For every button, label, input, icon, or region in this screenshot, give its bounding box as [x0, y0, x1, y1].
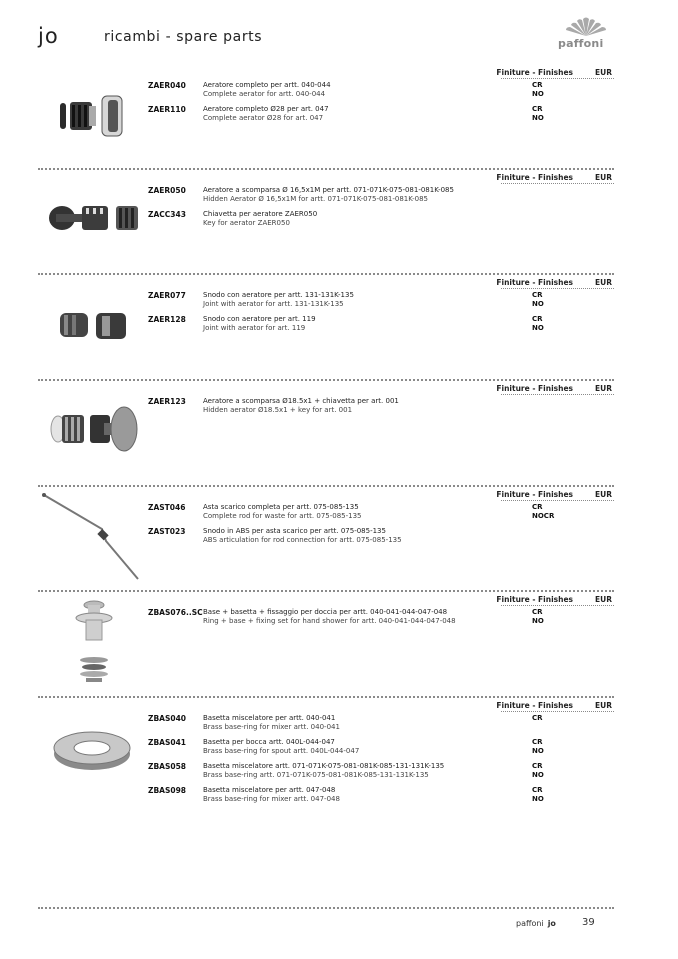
part-finishes: [532, 315, 544, 332]
part-code: ZBAS041: [148, 738, 187, 747]
part-desc-it: Asta scarico completa per artt. 075-085-135: [203, 503, 359, 511]
finish-code: NO: [532, 323, 544, 332]
part-code: ZAER128: [148, 315, 186, 324]
part-desc-en: Brass base-ring for mixer artt. 040-041: [203, 723, 340, 731]
part-code: ZBAS040: [148, 714, 187, 723]
eur-header: EUR: [595, 701, 612, 710]
page-number: 39: [582, 917, 595, 928]
part-desc-it: Aeratore completo Ø28 per art. 047: [203, 105, 329, 113]
part-code: ZAST046: [148, 503, 186, 512]
finish-code: NO: [532, 299, 544, 308]
finish-code: CR: [532, 714, 543, 722]
page-subtitle: ricambi - spare parts: [104, 29, 263, 45]
eur-header: EUR: [595, 595, 612, 604]
part-finishes: [532, 291, 544, 308]
finishes-header: Finiture - Finishes: [496, 173, 573, 182]
brand-title: jo: [38, 24, 59, 48]
part-code: ZBAS098: [148, 786, 187, 795]
part-desc-en: Brass base-ring artt. 071-071K-075-081-081K-085-131-131K-135: [203, 771, 429, 779]
finish-code: CR: [532, 291, 543, 299]
aerator-key-image: [48, 403, 140, 455]
part-desc-it: Basetta miscelatore per artt. 047-048: [203, 786, 336, 794]
finishes-header: Finiture - Finishes: [496, 595, 573, 604]
finish-code: NO: [532, 746, 544, 755]
part-desc-en: ABS articulation for rod connection for artt. 075-085-135: [203, 536, 402, 544]
part-finishes: [532, 105, 544, 122]
part-finishes: [532, 81, 544, 98]
part-code: ZAST023: [148, 527, 186, 536]
part-desc-en: Complete aerator Ø28 for art. 047: [203, 114, 324, 122]
part-code: ZAER123: [148, 397, 186, 406]
part-desc-en: Complete aerator for artt. 040-044: [203, 90, 326, 98]
finish-code: CR: [532, 786, 543, 794]
part-desc-en: Hidden aerator Ø18.5x1 + key for art. 001: [203, 406, 353, 414]
column-headers: [496, 173, 612, 182]
part-finishes: [532, 608, 544, 625]
part-finishes: [532, 738, 544, 755]
aerator-parts-image: [56, 94, 128, 138]
finish-code: NO: [532, 770, 544, 779]
part-code: ZBAS058: [148, 762, 187, 771]
part-desc-it: Chiavetta per aeratore ZAER050: [203, 210, 318, 218]
section-aerators: [38, 64, 614, 164]
logo-text: paffoni: [558, 37, 604, 50]
column-headers: [496, 595, 612, 604]
eur-header: EUR: [595, 278, 612, 287]
section-shower-base: [38, 590, 614, 690]
part-finishes: [532, 786, 544, 803]
finish-code: CR: [532, 503, 543, 511]
section-hidden-aerator: [38, 168, 614, 268]
finish-code: NOCR: [532, 511, 555, 520]
part-desc-it: Aeratore a scomparsa Ø18.5x1 + chiavetta per art. 001: [203, 397, 399, 405]
finish-code: CR: [532, 762, 543, 770]
part-desc-en: Joint with aerator for art. 119: [203, 324, 306, 332]
part-desc-it: Basetta per bocca artt. 040L-044-047: [203, 738, 335, 746]
eur-header: EUR: [595, 68, 612, 77]
eur-header: EUR: [595, 173, 612, 182]
part-finishes: [532, 503, 554, 520]
part-desc-en: Hidden Aerator Ø 16,5x1M for artt. 071-071K-075-081-081K-085: [203, 195, 428, 203]
part-code: ZBAS076..SC: [148, 608, 203, 617]
footer-brand-name: paffoni: [516, 919, 544, 928]
finish-code: CR: [532, 81, 543, 89]
eur-header: EUR: [595, 490, 612, 499]
part-desc-en: Brass base-ring for mixer artt. 047-048: [203, 795, 340, 803]
part-desc-it: Snodo con aeratore per art. 119: [203, 315, 316, 323]
part-desc-en: Complete rod for waste for artt. 075-085-135: [203, 512, 362, 520]
part-finishes: [532, 762, 544, 779]
section-base-rings: [38, 696, 614, 826]
part-desc-it: Base + basetta + fissaggio per doccia per artt. 040-041-044-047-048: [203, 608, 448, 616]
finish-code: NO: [532, 113, 544, 122]
part-desc-en: Brass base-ring for spout artt. 040L-044-047: [203, 747, 360, 755]
part-desc-it: Aeratore completo per artt. 040-044: [203, 81, 331, 89]
waste-rod-image: [42, 489, 142, 583]
part-desc-it: Basetta miscelatore artt. 071-071K-075-081-081K-085-131-131K-135: [203, 762, 445, 770]
section-waste-rod: [38, 485, 614, 585]
base-ring-image: [52, 728, 132, 772]
finish-code: NO: [532, 616, 544, 625]
footer-series: jo: [547, 919, 556, 928]
eur-header: EUR: [595, 384, 612, 393]
part-finishes: [532, 714, 543, 723]
part-desc-it: Basetta miscelatore per artt. 040-041: [203, 714, 336, 722]
finish-code: NO: [532, 89, 544, 98]
part-code: ZAER040: [148, 81, 186, 90]
finish-code: NO: [532, 794, 544, 803]
finishes-header: Finiture - Finishes: [496, 490, 573, 499]
column-headers: [496, 701, 612, 710]
part-desc-it: Aeratore a scomparsa Ø 16,5x1M per artt. 071-071K-075-081-081K-085: [203, 186, 454, 194]
footer-separator: [38, 907, 614, 909]
finish-code: CR: [532, 608, 543, 616]
finishes-header: Finiture - Finishes: [496, 278, 573, 287]
footer-brand: [516, 919, 556, 928]
finish-code: CR: [532, 738, 543, 746]
part-code: ZAER077: [148, 291, 186, 300]
finish-code: CR: [532, 105, 543, 113]
part-desc-en: Ring + base + fixing set for hand shower for artt. 040-041-044-047-048: [203, 617, 456, 625]
column-headers: [496, 490, 612, 499]
hidden-aerator-image: [46, 198, 142, 238]
section-hidden-aerator-key: [38, 379, 614, 479]
shower-base-image: [74, 600, 114, 684]
column-headers: [496, 384, 612, 393]
column-headers: [496, 278, 612, 287]
finish-code: CR: [532, 315, 543, 323]
joint-aerator-image: [58, 311, 130, 341]
column-headers: [496, 68, 612, 77]
part-desc-it: Snodo in ABS per asta scarico per artt. 075-085-135: [203, 527, 386, 535]
finishes-header: Finiture - Finishes: [496, 384, 573, 393]
part-code: ZAER050: [148, 186, 186, 195]
part-desc-it: Snodo con aeratore per artt. 131-131K-135: [203, 291, 354, 299]
part-desc-en: Joint with aerator for artt. 131-131K-135: [203, 300, 344, 308]
section-joints: [38, 273, 614, 373]
part-code: ZACC343: [148, 210, 186, 219]
finishes-header: Finiture - Finishes: [496, 701, 573, 710]
part-code: ZAER110: [148, 105, 186, 114]
part-desc-en: Key for aerator ZAER050: [203, 219, 290, 227]
finishes-header: Finiture - Finishes: [496, 68, 573, 77]
